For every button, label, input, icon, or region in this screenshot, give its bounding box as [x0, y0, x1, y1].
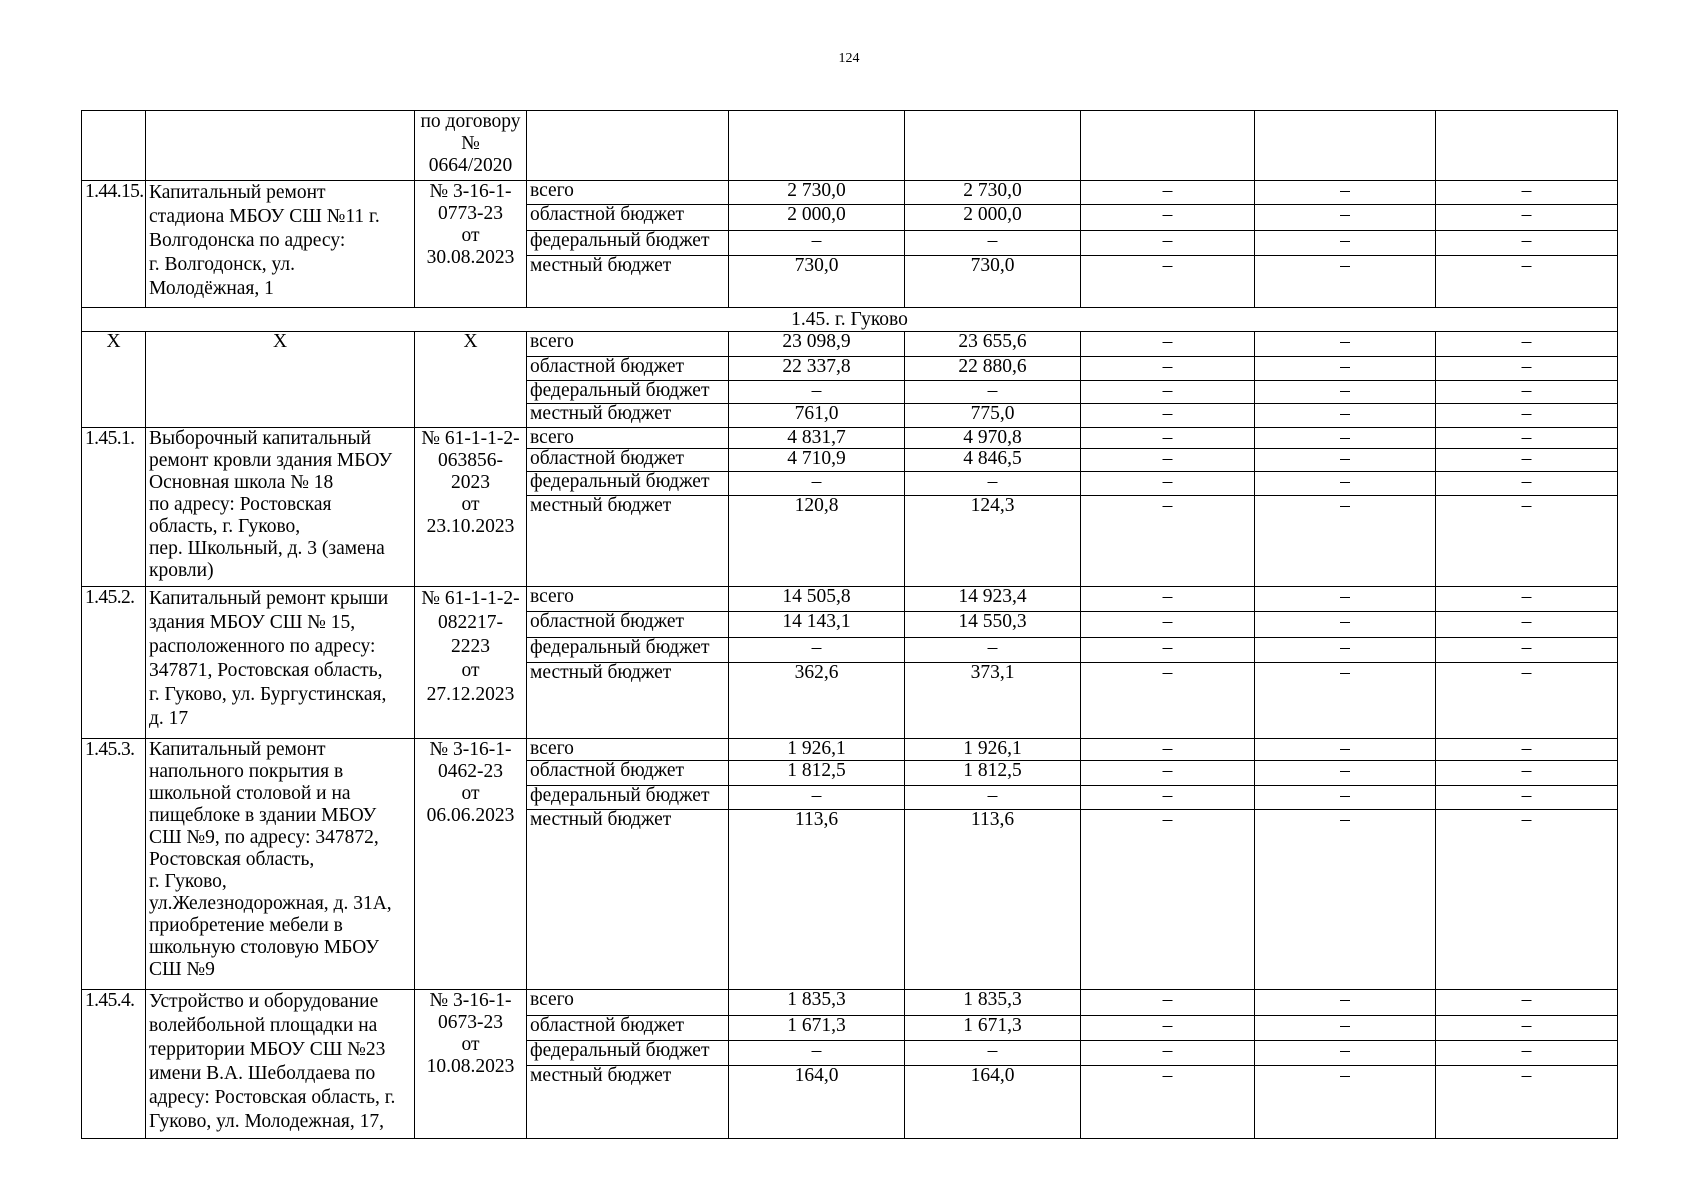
- amount-col-9: –: [1436, 496, 1618, 587]
- table-cell: [1436, 111, 1618, 181]
- funding-source-label: федеральный бюджет: [527, 638, 729, 663]
- amount-col-6: 373,1: [905, 663, 1081, 739]
- amount-col-7: –: [1081, 638, 1255, 663]
- amount-col-5: 2 000,0: [729, 205, 905, 231]
- amount-col-7: –: [1081, 181, 1255, 205]
- amount-col-5: 362,6: [729, 663, 905, 739]
- amount-col-6: 14 923,4: [905, 587, 1081, 612]
- amount-col-6: 775,0: [905, 404, 1081, 428]
- amount-col-8: –: [1255, 638, 1436, 663]
- amount-col-8: –: [1255, 332, 1436, 357]
- amount-col-7: –: [1081, 428, 1255, 449]
- amount-col-7: –: [1081, 810, 1255, 990]
- amount-col-8: –: [1255, 381, 1436, 404]
- amount-col-9: –: [1436, 739, 1618, 761]
- amount-col-8: –: [1255, 428, 1436, 449]
- table-cell: [1081, 111, 1255, 181]
- amount-col-8: –: [1255, 496, 1436, 587]
- amount-col-6: 1 835,3: [905, 990, 1081, 1016]
- amount-col-8: –: [1255, 231, 1436, 256]
- amount-col-7: –: [1081, 739, 1255, 761]
- amount-col-9: –: [1436, 381, 1618, 404]
- amount-col-9: –: [1436, 638, 1618, 663]
- funding-source-label: областной бюджет: [527, 357, 729, 381]
- amount-col-9: –: [1436, 181, 1618, 205]
- contract-reference: по договору № 0664/2020: [415, 111, 527, 181]
- amount-col-5: 1 671,3: [729, 1016, 905, 1041]
- amount-col-6: 14 550,3: [905, 612, 1081, 638]
- funding-source-label: областной бюджет: [527, 612, 729, 638]
- amount-col-6: 730,0: [905, 256, 1081, 308]
- table-cell: [905, 111, 1081, 181]
- amount-col-8: –: [1255, 1066, 1436, 1139]
- amount-col-8: –: [1255, 472, 1436, 496]
- amount-col-9: –: [1436, 231, 1618, 256]
- funding-source-label: всего: [527, 587, 729, 612]
- amount-col-7: –: [1081, 786, 1255, 810]
- funding-source-label: местный бюджет: [527, 1066, 729, 1139]
- funding-source-label: федеральный бюджет: [527, 231, 729, 256]
- amount-col-6: 2 000,0: [905, 205, 1081, 231]
- table-row: [82, 332, 1618, 357]
- amount-col-8: –: [1255, 739, 1436, 761]
- funding-source-label: всего: [527, 332, 729, 357]
- amount-col-7: –: [1081, 357, 1255, 381]
- amount-col-7: –: [1081, 205, 1255, 231]
- amount-col-9: –: [1436, 1016, 1618, 1041]
- amount-col-9: –: [1436, 587, 1618, 612]
- amount-col-6: –: [905, 381, 1081, 404]
- amount-col-7: –: [1081, 404, 1255, 428]
- table-row-continuation: [82, 111, 1618, 181]
- amount-col-7: –: [1081, 663, 1255, 739]
- amount-col-8: –: [1255, 404, 1436, 428]
- amount-col-7: –: [1081, 1066, 1255, 1139]
- amount-col-5: 120,8: [729, 496, 905, 587]
- amount-col-7: –: [1081, 496, 1255, 587]
- item-number: 1.45.1.: [82, 428, 146, 587]
- amount-col-5: 730,0: [729, 256, 905, 308]
- amount-col-6: 2 730,0: [905, 181, 1081, 205]
- amount-col-6: –: [905, 1041, 1081, 1066]
- amount-col-6: 23 655,6: [905, 332, 1081, 357]
- amount-col-5: –: [729, 231, 905, 256]
- contract-reference: № 3-16-1- 0462-23 от 06.06.2023: [415, 739, 527, 990]
- table-row: [82, 181, 1618, 205]
- amount-col-6: –: [905, 786, 1081, 810]
- amount-col-5: –: [729, 381, 905, 404]
- amount-col-8: –: [1255, 357, 1436, 381]
- object-description: Капитальный ремонт напольного покрытия в школьной столовой и на пищеблоке в здании МБОУ СШ №9, по адресу: 347872, Ростовская область, г. Гуково, ул.Железнодорожная, д. 31А, приобретение мебели в школьную столовую МБОУ СШ №9: [146, 739, 415, 990]
- item-number: 1.44.15.: [82, 181, 146, 308]
- amount-col-8: –: [1255, 205, 1436, 231]
- amount-col-8: –: [1255, 810, 1436, 990]
- amount-col-6: –: [905, 231, 1081, 256]
- page-number: 124: [838, 51, 860, 66]
- amount-col-5: 1 835,3: [729, 990, 905, 1016]
- amount-col-6: 1 671,3: [905, 1016, 1081, 1041]
- funding-source-label: местный бюджет: [527, 404, 729, 428]
- amount-col-6: 164,0: [905, 1066, 1081, 1139]
- amount-col-6: 124,3: [905, 496, 1081, 587]
- funding-source-label: местный бюджет: [527, 256, 729, 308]
- amount-col-8: –: [1255, 256, 1436, 308]
- amount-col-9: –: [1436, 332, 1618, 357]
- amount-col-5: 113,6: [729, 810, 905, 990]
- funding-source-label: всего: [527, 739, 729, 761]
- amount-col-5: 164,0: [729, 1066, 905, 1139]
- contract-reference: X: [415, 332, 527, 428]
- amount-col-8: –: [1255, 612, 1436, 638]
- amount-col-5: –: [729, 786, 905, 810]
- table-row: [82, 739, 1618, 761]
- amount-col-7: –: [1081, 1041, 1255, 1066]
- funding-source-label: областной бюджет: [527, 1016, 729, 1041]
- budget-table: [81, 110, 1618, 1139]
- object-description: Капитальный ремонт крыши здания МБОУ СШ № 15, расположенного по адресу: 347871, Ростовская область, г. Гуково, ул. Бургустинская, д. 17: [146, 587, 415, 739]
- amount-col-7: –: [1081, 449, 1255, 472]
- funding-source-label: областной бюджет: [527, 761, 729, 786]
- table-cell: [729, 111, 905, 181]
- amount-col-7: –: [1081, 1016, 1255, 1041]
- funding-source-label: федеральный бюджет: [527, 381, 729, 404]
- amount-col-9: –: [1436, 1066, 1618, 1139]
- amount-col-8: –: [1255, 449, 1436, 472]
- amount-col-5: 14 505,8: [729, 587, 905, 612]
- amount-col-9: –: [1436, 449, 1618, 472]
- amount-col-6: 1 926,1: [905, 739, 1081, 761]
- table-row: [82, 428, 1618, 449]
- amount-col-6: –: [905, 638, 1081, 663]
- funding-source-label: федеральный бюджет: [527, 1041, 729, 1066]
- amount-col-8: –: [1255, 761, 1436, 786]
- section-title: 1.45. г. Гуково: [82, 308, 1618, 332]
- amount-col-9: –: [1436, 205, 1618, 231]
- amount-col-5: 4 710,9: [729, 449, 905, 472]
- amount-col-5: 14 143,1: [729, 612, 905, 638]
- amount-col-9: –: [1436, 1041, 1618, 1066]
- item-number: 1.45.3.: [82, 739, 146, 990]
- amount-col-5: –: [729, 472, 905, 496]
- table-row: [82, 587, 1618, 612]
- amount-col-9: –: [1436, 404, 1618, 428]
- table-row-section: [82, 308, 1618, 332]
- amount-col-7: –: [1081, 761, 1255, 786]
- amount-col-5: 2 730,0: [729, 181, 905, 205]
- amount-col-5: 1 812,5: [729, 761, 905, 786]
- amount-col-7: –: [1081, 231, 1255, 256]
- item-number: X: [82, 332, 146, 428]
- amount-col-9: –: [1436, 472, 1618, 496]
- amount-col-7: –: [1081, 472, 1255, 496]
- amount-col-5: –: [729, 638, 905, 663]
- amount-col-7: –: [1081, 587, 1255, 612]
- amount-col-9: –: [1436, 786, 1618, 810]
- amount-col-5: 761,0: [729, 404, 905, 428]
- funding-source-label: всего: [527, 428, 729, 449]
- amount-col-6: 4 970,8: [905, 428, 1081, 449]
- amount-col-8: –: [1255, 181, 1436, 205]
- amount-col-8: –: [1255, 990, 1436, 1016]
- amount-col-9: –: [1436, 990, 1618, 1016]
- amount-col-8: –: [1255, 587, 1436, 612]
- amount-col-5: 1 926,1: [729, 739, 905, 761]
- amount-col-7: –: [1081, 990, 1255, 1016]
- amount-col-6: –: [905, 472, 1081, 496]
- amount-col-9: –: [1436, 428, 1618, 449]
- amount-col-5: –: [729, 1041, 905, 1066]
- amount-col-9: –: [1436, 612, 1618, 638]
- amount-col-9: –: [1436, 810, 1618, 990]
- contract-reference: № 61-1-1-2- 082217- 2223 от 27.12.2023: [415, 587, 527, 739]
- funding-source-label: областной бюджет: [527, 205, 729, 231]
- funding-source-label: областной бюджет: [527, 449, 729, 472]
- amount-col-8: –: [1255, 663, 1436, 739]
- item-number: 1.45.2.: [82, 587, 146, 739]
- amount-col-9: –: [1436, 663, 1618, 739]
- amount-col-5: 23 098,9: [729, 332, 905, 357]
- object-description: X: [146, 332, 415, 428]
- amount-col-7: –: [1081, 381, 1255, 404]
- amount-col-5: 4 831,7: [729, 428, 905, 449]
- amount-col-9: –: [1436, 357, 1618, 381]
- table-cell: [1255, 111, 1436, 181]
- amount-col-9: –: [1436, 256, 1618, 308]
- amount-col-7: –: [1081, 256, 1255, 308]
- amount-col-8: –: [1255, 1016, 1436, 1041]
- funding-source-label: местный бюджет: [527, 496, 729, 587]
- funding-source-label: федеральный бюджет: [527, 786, 729, 810]
- amount-col-7: –: [1081, 612, 1255, 638]
- amount-col-7: –: [1081, 332, 1255, 357]
- amount-col-6: 22 880,6: [905, 357, 1081, 381]
- amount-col-8: –: [1255, 786, 1436, 810]
- object-description: Капитальный ремонт стадиона МБОУ СШ №11 г. Волгодонска по адресу: г. Волгодонск, ул. Молодёжная, 1: [146, 181, 415, 308]
- contract-reference: № 3-16-1- 0773-23 от 30.08.2023: [415, 181, 527, 308]
- amount-col-6: 113,6: [905, 810, 1081, 990]
- item-number: 1.45.4.: [82, 990, 146, 1139]
- object-description: Выборочный капитальный ремонт кровли здания МБОУ Основная школа № 18 по адресу: Ростовская область, г. Гуково, пер. Школьный, д. 3 (замена кровли): [146, 428, 415, 587]
- amount-col-8: –: [1255, 1041, 1436, 1066]
- amount-col-6: 1 812,5: [905, 761, 1081, 786]
- funding-source-label: всего: [527, 181, 729, 205]
- contract-reference: № 3-16-1- 0673-23 от 10.08.2023: [415, 990, 527, 1139]
- funding-source-label: местный бюджет: [527, 663, 729, 739]
- table-cell: [82, 111, 146, 181]
- object-description: Устройство и оборудование волейбольной площадки на территории МБОУ СШ №23 имени В.А. Шеболдаева по адресу: Ростовская область, г. Гуково, ул. Молодежная, 17,: [146, 990, 415, 1139]
- table-row: [82, 990, 1618, 1016]
- amount-col-5: 22 337,8: [729, 357, 905, 381]
- amount-col-6: 4 846,5: [905, 449, 1081, 472]
- table-cell: [527, 111, 729, 181]
- funding-source-label: всего: [527, 990, 729, 1016]
- amount-col-9: –: [1436, 761, 1618, 786]
- table-cell: [146, 111, 415, 181]
- contract-reference: № 61-1-1-2- 063856- 2023 от 23.10.2023: [415, 428, 527, 587]
- funding-source-label: федеральный бюджет: [527, 472, 729, 496]
- funding-source-label: местный бюджет: [527, 810, 729, 990]
